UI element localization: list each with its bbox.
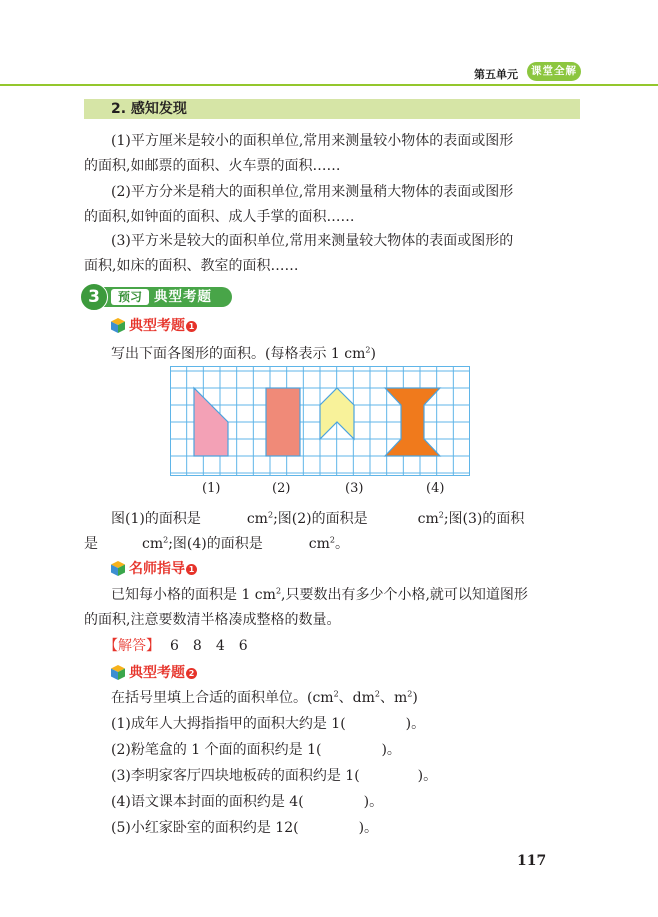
example-2-badge: 2	[186, 668, 197, 679]
unit-label: 第五单元	[474, 68, 518, 81]
example-1-badge: 1	[186, 321, 197, 332]
example-2-prompt: 在括号里填上合适的面积单位。($cm^2$、$dm^2$、$m^2$)	[111, 689, 418, 706]
example-1-prompt: 写出下面各图形的面积。(每格表示 1 $cm^2$)	[111, 345, 376, 362]
guide-line-2: 的面积,注意要数清半格凑成整格的数量。	[84, 612, 341, 628]
example-1-question-line-2: 是 $cm^2$;图(4)的面积是 $cm^2$。	[84, 535, 349, 552]
figure-label-1: (1)	[202, 481, 221, 496]
answer-line	[104, 636, 248, 656]
area-grid-figure	[170, 366, 470, 476]
guide-heading-text: 名师指导	[129, 561, 185, 577]
header-divider	[0, 84, 658, 86]
example-2-q2: (2)粉笔盒的 1 个面的面积约是 1( )。	[111, 742, 401, 758]
guide-line-1: 已知每小格的面积是 1 $cm^2$,只要数出有多少个小格,就可以知道图形	[111, 586, 528, 603]
cube-icon	[111, 665, 125, 686]
guide-badge: 1	[186, 564, 197, 575]
banner-number: 3	[80, 283, 108, 311]
section-title: 2. 感知发现	[111, 101, 187, 117]
example-2-q1: (1)成年人大拇指指甲的面积大约是 1( )。	[111, 716, 426, 732]
figure-label-3: (3)	[345, 481, 364, 496]
example-2-heading	[111, 663, 197, 686]
example-1-heading	[111, 316, 197, 339]
guide-heading	[111, 559, 197, 582]
lesson-badge: 课堂全解	[527, 62, 581, 81]
para-2-line-1: (2)平方分米是稍大的面积单位,常用来测量稍大物体的表面或图形	[111, 184, 514, 200]
figure-label-4: (4)	[426, 481, 445, 496]
banner-prefix: 预习	[111, 289, 149, 305]
page-number: 117	[517, 853, 547, 869]
para-1-line-2: 的面积,如邮票的面积、火车票的面积……	[84, 158, 341, 174]
example-2-heading-text: 典型考题	[129, 665, 185, 681]
banner-title: 典型考题	[154, 289, 212, 305]
section-banner	[80, 283, 232, 310]
cube-icon	[111, 561, 125, 582]
shape-2-rectangle	[266, 388, 300, 456]
answer-label: 【解答】	[104, 638, 160, 654]
para-3-line-1: (3)平方米是较大的面积单位,常用来测量较大物体的表面或图形的	[111, 233, 514, 249]
example-1-question-line-1: 图(1)的面积是 $cm^2$;图(2)的面积是 $cm^2$;图(3)的面积	[111, 510, 525, 527]
para-2-line-2: 的面积,如钟面的面积、成人手掌的面积……	[84, 209, 355, 225]
figure-label-2: (2)	[272, 481, 291, 496]
cube-icon	[111, 318, 125, 339]
example-1-heading-text: 典型考题	[129, 318, 185, 334]
answer-values: 6 8 4 6	[170, 638, 248, 654]
para-3-line-2: 面积,如床的面积、教室的面积……	[84, 258, 299, 274]
example-2-q5: (5)小红家卧室的面积约是 12( )。	[111, 820, 379, 836]
para-1-line-1: (1)平方厘米是较小的面积单位,常用来测量较小物体的表面或图形	[111, 133, 514, 149]
example-2-q4: (4)语文课本封面的面积约是 4( )。	[111, 794, 384, 810]
example-2-q3: (3)李明家客厅四块地板砖的面积约是 1( )。	[111, 768, 438, 784]
